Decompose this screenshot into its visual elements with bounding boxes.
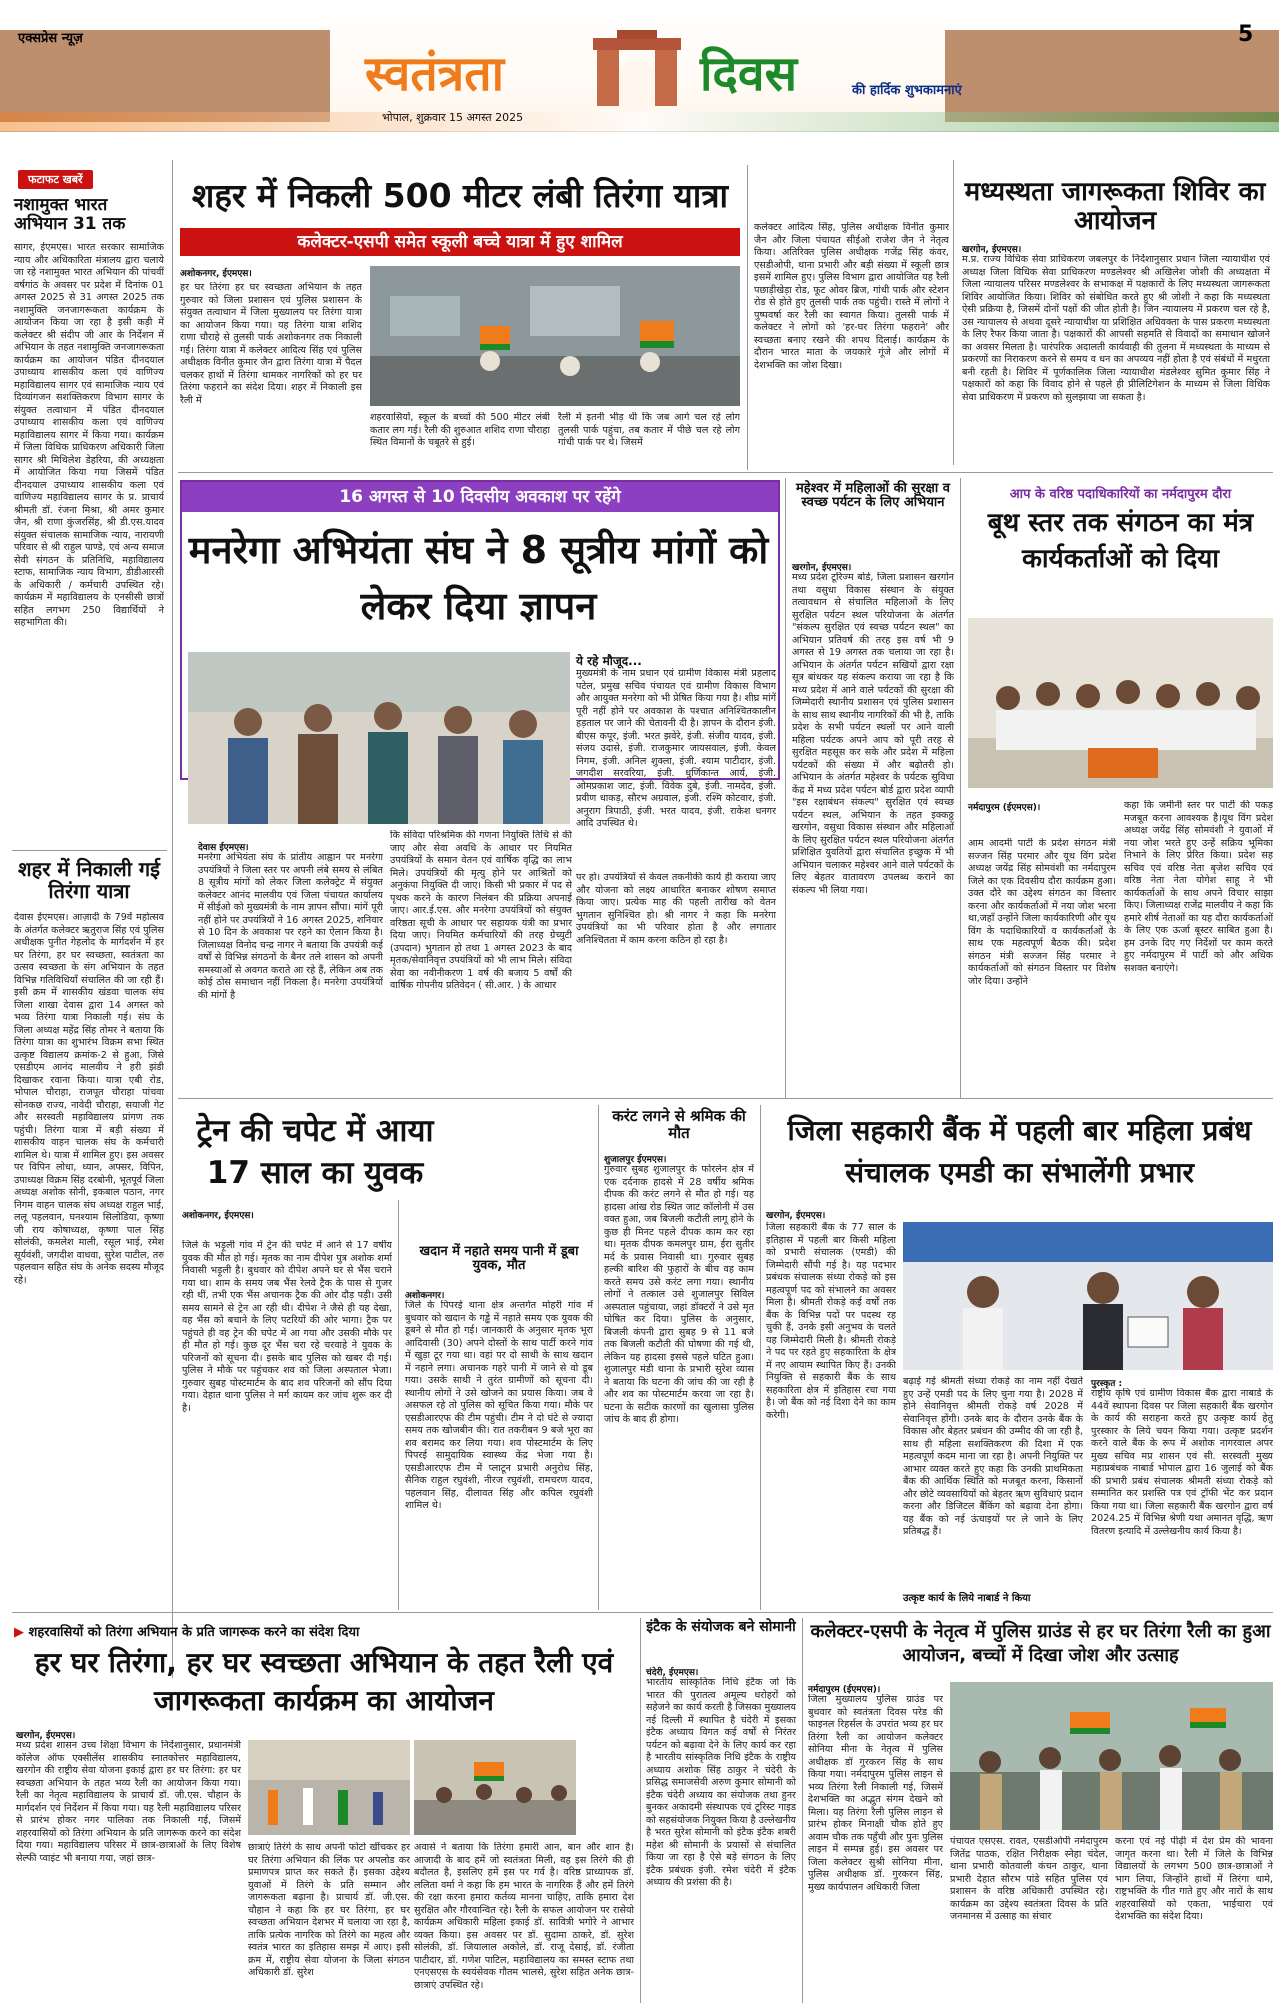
story-body: जिला सहकारी बैंक के 77 साल के इतिहास में पहली बार किसी महिला को प्रभारी संचालक (एमडी) की जिम्मेदारी सौंपी गई है। यह पदभार प्रबंधक संचालक संध्या रोकड़े को इस महत्वपूर्ण पद को संभालने का अवसर मिला है। श्रीमती रोकड़े कई वर्षों तक बैंक के विभिन्न पदों पर पदस्थ रह चुकी हैं, उनके इसी अनुभव के चलते यह जिम्मेदारी मिली है। श्रीमती रोकड़े ने पद पर रहते हुए सहकारिता के क्षेत्र में नए आयाम स्थापित किए हैं। उनकी नियुक्ति से सहकारी बैंक के साथ सहकारिता क्षेत्र में इतिहास रचा गया है। जो बैंक को नई दिशा देने का काम करेगी। [766, 1222, 896, 1421]
page-number: 5 [1238, 22, 1254, 47]
story-headline: जिला सहकारी बैंक में पहली बार महिला प्रबंध संचालक एमडी का संभालेंगी प्रभार [787, 1114, 1252, 1189]
meeting-photo [968, 618, 1273, 788]
story-kicker: आप के वरिष्ठ पदाधिकारियों का नर्मदापुरम दौरा [1009, 487, 1232, 502]
story-body: जिले के भड़ूली गांव में ट्रेन की चपेट में आने से 17 वर्षीय युवक की मौत हो गई। मृतक का नाम दीपेश पुत्र अशोक शर्मा निवासी भड़ूली है। बुधवार को दीपेश अपने घर से भैंस चराने गया था। शाम के समय जब भैंस रेलवे ट्रैक के पास से गुजर रही थीं, तभी एक भैंस अचानक ट्रैक की ओर दौड़ पड़ी। उसी समय सामने से ट्रेन आ रही थी। दीपेश ने जैसे ही यह देखा, वह भैंस को बचाने के लिए पटरियों की ओर भागा। ट्रैक पर पहुंचते ही वह ट्रेन की चपेट में आ गया और उसकी मौके पर ही मौत हो गई। कुछ दूर भैंस चरा रहे चरवाहे ने युवक के परिजनों को सूचना दी। इसके बाद पुलिस को खबर दी गई। पुलिस ने मौके पर पहुंचकर शव को जिला अस्पताल भेजा। गुरुवार सुबह पोस्टमार्टम के बाद शव परिजनों को सौंप दिया गया। देहात थाना पुलिस ने मर्ग कायम कर जांच शुरू कर दी है। [182, 1240, 392, 1414]
story-body: शहरवासियों, स्कूल के बच्चों की 500 मीटर लंबी कतार लग गई। रैली की शुरुआत शशिद राणा चौराहा स्थित विमानों के चबूतरे से हुई। [370, 412, 550, 448]
dateline: पुरस्कृत : [1091, 1379, 1123, 1389]
story-headline: हर घर तिरंगा, हर घर स्वच्छता अभियान के तहत रैली एवं जागरूकता कार्यक्रम का आयोजन [34, 1646, 614, 1717]
award-photo [903, 1222, 1273, 1370]
story-kicker [14, 1622, 614, 1640]
story-body: पर हो। उपयंत्रियों से केवल तकनीकी कार्य ही कराया जाए और योजना को लक्ष्य आधारित बनाकर शोषण समाप्त किया जाए। प्रत्येक माह की पहली तारीख को वेतन भुगतान सुनिश्चित हो। श्री नागर ने कहा कि मनरेगा उपयंत्रियों का भी परिवार होता है और लगातार अनिश्चितता में काम करना कठिन हो रहा है। [576, 872, 776, 946]
story-headline: शहर में निकली 500 मीटर लंबी तिरंगा यात्रा [191, 176, 729, 215]
title-greeting: की हार्दिक शुभकामनाएं [852, 83, 962, 98]
rally-photo [370, 266, 740, 406]
dateline: अशोकनगर, ईएमएस। [182, 1211, 254, 1221]
story-headline: बूथ स्तर तक संगठन का मंत्र कार्यकर्ताओं को दिया [987, 508, 1254, 574]
dateline: अशोकनगर। [405, 1291, 445, 1301]
dateline: खरगोन, ईएमएस। [16, 1731, 76, 1741]
story-subhead: कलेक्टर-एसपी समेत स्कूली बच्चे यात्रा में हुए शामिल [180, 228, 740, 256]
story-body: पंचायत एसएस. रावत, एसडीओपी नर्मदापुरम जितेंद्र पाठक, रक्षित निरीक्षक स्नेहा चंदेल, थाना प्रभारी कोतवाली कंचन ठाकुर, थाना प्रभारी देहात सौरभ पांडे सहित पुलिस एवं प्रशासन के वरिष्ठ अधिकारी उपस्थित रहे। कार्यक्रम का उद्देश्य स्वतंत्रता दिवस के प्रति जनमानस में उत्साह का संचार [950, 1836, 1108, 1922]
story-kicker-text: शहरवासियों को तिरंगा अभियान के प्रति जागरूक करने का संदेश दिया [28, 1625, 360, 1640]
newspaper-name: एक्सप्रेस न्यूज़ [18, 31, 83, 46]
dateline: शुजालपुर ईएमएस। [604, 1155, 667, 1165]
story-headline: इंटैक के संयोजक बने सोमानी [646, 1619, 796, 1635]
story-body: सागर, ईएमएस। भारत सरकार सामाजिक न्याय और अधिकारिता मंत्रालय द्वारा चलाये जा रहे नशामुक्त भारत अभियान की पांचवीं वर्षगांठ के अवसर पर प्रदेश में दिनांक 01 अगस्त 2025 से 31 अगस्त 2025 तक नशामुक्ति जनजागरूकता कार्यक्रम के आयोजन किया जा रहा है इसी कड़ी में कलेक्टर श्री संदीप जी आर के निर्देशन में अभियान के तहत नशामुक्ति जनजागरूकता कार्यक्रम का आयोजन पंडित दीनदयाल उपाध्याय शासकीय कला एवं वाणिज्य महाविद्यालय सागर एवं सामाजिक न्याय एवं दिव्यांगजन सशक्तिकरण विभाग सागर के संयुक्त तत्वाधान में पंडित दीनदयाल उपाध्याय शासकीय कला एवं वाणिज्य महाविद्यालय सागर में किया गया। कार्यक्रम में जिला विधिक प्राधिकरण अधिकारी जिला सागर श्री मिथिलेश डेहरिया, की अध्यक्षता में आयोजित किया गया जिसमें पंडित दीनदयाल उपाध्याय शासकीय कला एवं वाणिज्य महाविद्यालय सागर के प्र. प्राचार्य श्रीमती डॉ. रंजना मिश्रा, श्री अमर कुमार जैन, श्री राणा कुंजरसिंह, श्री डी.एस.यादव संयुक्त संचालक सामाजिक न्याय, नारायणी परिवार से श्री राहुल पाण्डे, एवं अन्य समाज सेवी संगठन के प्रतिनिधि, महाविद्यालय स्टाफ, सामाजिक न्याय विभाग, डीडीआरसी के अधिकारी / कर्मचारी उपस्थित रहे। कार्यक्रम में महाविद्यालय के एनसीसी छात्रों सहित लगभग 250 विद्यार्थियों ने सहभागिता की। [14, 242, 164, 628]
india-gate-icon [583, 30, 691, 106]
story-body: भारतीय सांस्कृतिक निधि इंटैक जो कि भारत की पुरातत्व अमूल्य धरोहरों को सहेजने का कार्य करती है जिसका मुख्यालय नई दिल्ली में स्थापित है चंदेरी में इसका इंटैक अध्याय विगत कई वर्षों से निरंतर पर्यटन को बढ़ावा देने के लिए कार्य कर रहा है भारतीय सांस्कृतिक निधि इंटैक के राष्ट्रीय अध्याय अशोक सिंह ठाकुर ने चंदेरी के प्रसिद्ध समाजसेवी अरुण कुमार सोमानी को इंटैक चंदेरी अध्याय का संयोजक तथा हुनर बुनकर अकादमी संस्थापक एवं टूरिस्ट गाइड को सहसंयोजक नियुक्त किया है उल्लेखनीय है भरत सुरेश सोमानी को इंटैक इंटैक शबरी महेश श्री सोमानी के प्रयासों से संचालित किया जा रहा है ऐसे बड़े संगठन के लिए इंटैक प्रबंधक इंजी. रमेश चंदेरी में इंटैक अध्याय की प्रशंसा की है। [646, 1677, 796, 1888]
story-headline: महेश्वर में महिलाओं की सुरक्षा व स्वच्छ पर्यटन के लिए अभियान [795, 481, 951, 511]
story-body: जिला मुख्यालय पुलिस ग्राउंड पर बुधवार को स्वतंत्रता दिवस परेड की फाइनल रिहर्सल के उपरांत भव्य हर घर तिरंगा रैली का आयोजन कलेक्टर सोनिया मीना के नेतृत्व में पुलिस अधीक्षक डॉ गुरकरन सिंह के साथ किया गया। नर्मदापुरम पुलिस लाइन से भव्य तिरंगा रैली निकाली गई, जिसमें देशभक्ति का अद्भुत संगम देखने को मिला। यह तिरंगा रैली पुलिस लाइन से प्रारंभ होकर मिनाक्षी चौक होते हुए अवाम चौक तक पहुँची और पुनः पुलिस लाइन में सम्पन्न हुई। इस अवसर पर जिला कलेक्टर सुश्री सोनिया मीना, पुलिस अधीक्षक डॉ. गुरकरन सिंह, मुख्य कार्यपालन अधिकारी जिला [808, 1694, 943, 1893]
story-body: मध्य प्रदेश टूरिज्म बोर्ड, जिला प्रशासन खरगोन तथा वसुधा विकास संस्थान के संयुक्त तत्वावधान से संचालित महिलाओं के लिए सुरक्षित पर्यटन स्थल परियोजना के अंतर्गत "संकल्प सुरक्षित एवं स्वच्छ पर्यटन स्थल" का अभियान प्रतिवर्ष की तरह इस वर्ष भी 9 अगस्त से 19 अगस्त तक चलाया जा रहा है। अभियान के अंतर्गत पर्यटन सखियों द्वारा रक्षा सूत्र बांधकर यह संकल्प कराया जा रहा है कि मध्य प्रदेश में आने वाले पर्यटकों की सुरक्षा की जिम्मेदारी स्थानीय प्रशासन एवं पुलिस प्रशासन के साथ साथ स्थानीय नागरिकों की भी है, ताकि प्रदेश के सभी पर्यटन स्थलों पर आने वाली महिला पर्यटक अपने आप को पूरी तरह से सुरक्षित महसूस कर सके और प्रदेश में महिला पर्यटकों की संख्या में और बढ़ोतरी हो। अभियान के अंतर्गत महेश्वर के पर्यटक सुविधा केंद्र में मध्य प्रदेश पर्यटन बोर्ड द्वारा प्रदेश व्यापी "इस रक्षाबंधन संकल्प" सुरक्षित एवं स्वच्छ पर्यटन स्थल, अभियान के तहत इक्कठ्ठ खरगोन, वसुधा विकास संस्थान और महिलाओं के लिए सुरक्षित पर्यटन स्थल परियोजना अंतर्गत प्रशिक्षित युवतियों द्वारा संचालित इच्छुक में भी अभियान चलाकर महेश्वर आने वाले पर्यटकों के लिए बेहतर वातावरण उपलब्ध कराने का संकल्प भी लिया गया। [792, 572, 954, 896]
story-headline: कलेक्टर-एसपी के नेतृत्व में पुलिस ग्राउंड से हर घर तिरंगा रैली का हुआ आयोजन, बच्चों में दिखा जोश और उत्साह [810, 1621, 1271, 1666]
fort-illustration-right [945, 30, 1279, 122]
story-kicker: 16 अगस्त से 10 दिवसीय अवकाश पर रहेंगे [182, 482, 778, 512]
story-body: जिले के पिपरई थाना क्षेत्र अन्तर्गत मोहरी गांव में बुधवार को खदान के गड्ढे में नहाते समय एक युवक की डूबने से मौत हो गई। जानकारी के अनुसार मृतक भूरा आदिवासी (30) अपने दोस्तों के साथ पार्टी करने गांव में खुड़ा टूर गया था। वहां पर दो साथी के साथ खदान में नहाने लगा। अचानक गहरे पानी में जाने से वो डूब गया। उसके साथी ने तुरंत ग्रामीणों को सूचना दी। स्थानीय लोगों ने उसे खोजने का प्रयास किया। जब वे असफल रहे तो पुलिस को सूचित किया गया। मौके पर एसडीआरएफ की टीम पहुंची। टीम ने दो घंटे से ज्यादा समय तक खोजबीन की। रात तकरीबन 9 बजे भूरा का शव बरामद कर लिया गया। शव पोस्टमार्टम के लिए पिपरई सामुदायिक स्वास्थ्य केंद्र भेजा गया है। एसडीआरएफ टीम में प्लाटून प्रभारी अनुरोध सिंह, सैनिक राहुल रघुवंशी, नीरज रघुवंशी, रामचरण यादव, पहलवान सिंह, दीलावत सिंह और कपिल रघुवंशी शामिल थे। [405, 1300, 593, 1511]
story-body: बढ़ाई गई श्रीमती संध्या रोकड़े का नाम नहीं देखते हुए उन्हें एमडी पद के लिए चुना गया है। 2028 में होने सेवानिवृत्त श्रीमती रोकड़े वर्ष 2028 में सेवानिवृत्त होंगी। उनके बाद के दौरान उनके बैंक के विकास और बेहतर प्रबंधन की उम्मीद की जा रही है, साथ ही महिला सशक्तिकरण की दिशा में एक महत्वपूर्ण कदम माना जा रहा है। अपनी नियुक्ति पर आभार व्यक्त करते हुए कहा कि उनकी प्राथमिकता बैंक की आर्थिक स्थिति को मजबूत करना, किसानों और छोटे व्यवसायियों को बेहतर ऋण सुविधाएं प्रदान करना और डिजिटल बैंकिंग को बढ़ावा देना होगा। यह बैंक को नई ऊंचाइयों पर ले जाने के लिए प्रतिबद्ध हैं। [903, 1376, 1083, 1537]
dateline: नर्मदापुरम (ईएमएस)। [808, 1685, 881, 1695]
section-label: फटाफट खबरें [18, 170, 93, 189]
story-body: राष्ट्रीय कृषि एवं ग्रामीण विकास बैंक द्वारा नाबार्ड के 44वें स्थापना दिवस पर जिला सहकारी बैंक खरगोन के कार्य की सराहना करते हुए उत्कृष्ट कार्य हेतु पुरस्कार के लिये चयन किया गया। उत्कृष्ट प्रदर्शन करने वाले बैंक के रूप में अशोक नागरवाल अपर मुख्य सचिव मप्र शासन एवं सी. सरस्वती मुख्य महाप्रबंधक नाबार्ड भोपाल द्वारा 16 जुलाई को बैंक की प्रभारी प्रबंध संचालक श्रीमती संध्या रोकड़े को सम्मानित कर प्रशस्ति पत्र एवं ट्रॉफी भेंट कर प्रदान किया गया था। जिला सहकारी बैंक खरगोन द्वारा वर्ष 2024.25 में विभिन्न श्रेणी यथा अमानत वृद्धि, ऋण वितरण इत्यादि में उल्लेखनीय कार्य किया है। [1091, 1388, 1273, 1537]
story-body: अवासे ने बताया कि तिरंगा हमारी आन, बान और शान है। आजादी के बाद हमें जो स्वतंत्रता मिली, वह इस तिरंगे की ही बदौलत है, इसलिए हमें इस पर गर्व है। वरिष्ठ प्राध्यापक डॉ. ललिता वर्मा ने कहा कि हम भारत के नागरिक हैं और हमें तिरंगे की रक्षा करना हमारा कर्तव्य मानना चाहिए, ताकि हमारा देश सुरक्षित और गौरवान्वित रहे। रैली के सफल आयोजन पर रासेयो कार्यक्रम अधिकारी महिला इकाई डॉ. सावित्री भगोरे ने आभार व्यक्त किया। इस अवसर पर डॉ. सुदामा ठाकरे, डॉ. सुरेश सोलंकी, डॉ. जियालाल अकोले, डॉ. राजू देसाई, डॉ. रंजीता पाटीदार, डॉ. गणेश पाटिल, महाविद्यालय का समस्त स्टाफ तथा एनएसएस के स्वयंसेवक गौतम भालसे, सुरेश सहित अनेक छात्र-छात्राएं उपस्थित रहे। [414, 1842, 634, 1991]
dateline: नर्मदापुरम (ईएमएस)। [968, 803, 1041, 813]
story-body: हर घर तिरंगा हर घर स्वच्छता अभियान के तहत गुरुवार को जिला प्रशासन एवं पुलिस प्रशासन के संयुक्त तत्वाधान में जिला मुख्यालय पर तिरंगा यात्रा का आयोजन किया गया। यह तिरंगा यात्रा शशिद राणा चौराहे से तुलसी पार्क अशोकनगर तक निकाली गई। तिरंगा यात्रा में कलेक्टर आदित्य सिंह एवं पुलिस अधीक्षक विनीत कुमार जैन द्वारा तिरंगा यात्रा में पैदल चलकर हाथों में तिरंगा थामकर नागरिकों को हर घर तिरंगा फहराने का संदेश दिया। शहर में निकाली इस रैली में [180, 282, 362, 406]
story-body: कि संविदा परिश्रमिक की गणना नियुक्ति तिथि से की जाए और सेवा अवधि के आधार पर नियमित उपयंत्रियों के समान वेतन एवं वार्षिक वृद्धि का लाभ मिले। उपयंत्रियों की मृत्यु होने पर आश्रितों को अनुकंपा नियुक्ति दी जाए। किसी भी प्रकार में पद से पृथक करने के कारण निलंबन की प्रक्रिया अपनाई जाए। आर.ई.एस. और मनरेगा उपयंत्रियों को संयुक्त वरिष्ठता सूची के आधार पर सहायक यंत्री का प्रभार दिया जाए। नियमित कर्मचारियों की तरह ग्रेच्युटी (उपदान) भुगतान हो तथा 1 अगस्त 2023 के बाद मृतक/सेवानिवृत्त उपयंत्रियों को भी लाभ मिले। संविदा सेवा का नवीनीकरण 1 वर्ष की बजाय 5 वर्षों की वार्षिक गोपनीय प्रतिवेदन ( सी.आर. ) के आधार [390, 830, 572, 991]
dateline: खरगोन, ईएमएस। [792, 563, 852, 573]
story-body: मध्य प्रदेश शासन उच्च शिक्षा विभाग के निर्देशानुसार, प्रधानमंत्री कॉलेज ऑफ एक्सीलेंस शासकीय स्नातकोत्तर महाविद्यालय, खरगोन की राष्ट्रीय सेवा योजना इकाई द्वारा हर घर तिरंगा: हर घर स्वच्छता अभियान के तहत भव्य रैली का आयोजन किया गया। रैली का नेतृत्व महाविद्यालय के प्राचार्य डॉ. जी.एस. चौहान के मार्गदर्शन एवं निर्देशन में किया गया। यह रैली महाविद्यालय परिसर से प्रारंभ होकर नगर पालिका तक निकाली गई, जिसमें शहरवासियों को तिरंगा अभियान के प्रति जागरूक करने का संदेश दिया गया। महाविद्यालय परिसर में छात्र-छात्राओं के लिए विशेष सेल्फी प्वाइंट भी बनाया गया, जहां छात्र- [16, 1740, 241, 1864]
story-headline: मध्यस्थता जागरूकता शिविर का आयोजन [964, 177, 1266, 236]
story-body: कहा कि जमीनी स्तर पर पार्टी की पकड़ मजबूत करना आवश्यक है।यूथ विंग प्रदेश अध्यक्ष जयेंद्र सिंह सोमवंशी ने युवाओं में नया जोश भरते हुए उन्हें सक्रिय भूमिका निभाने के लिए प्रेरित किया। प्रदेश सह सचिव एवं वरिष्ठ नेता बृजेश सचिव एवं वरिष्ठ नेता नेता योगेश साहू ने भी कार्यकर्ताओं के साथ अपने विचार साझा किए। जिलाध्यक्ष राजेंद्र मालवीय ने कहा कि हमारे शीर्ष नेताओं का यह दौरा कार्यकर्ताओं के लिए एक ऊर्जा बूस्टर साबित हुआ है। हम उनके दिए गए निर्देशों पर काम करते हुए नर्मदापुरम में पार्टी को और अधिक सशक्त बनाएंगे। [1124, 800, 1273, 974]
police-rally-photo [950, 1682, 1273, 1830]
issue-date: भोपाल, शुक्रवार 15 अगस्त 2025 [382, 111, 524, 124]
dateline: अशोकनगर, ईएमएस। [180, 269, 252, 279]
story-headline: खदान में नहाते समय पानी में डूबा युवक, मौत [419, 1244, 579, 1274]
story-body: छात्राएं तिरंगे के साथ अपनी फोटो खींचकर हर घर तिरंगा अभियान की लिंक पर अपलोड कर प्रमाणपत्र प्राप्त कर सकते हैं। इसका उद्देश्य युवाओं में तिरंगे के प्रति सम्मान और जागरूकता बढ़ाना है। प्राचार्य डॉ. जी.एस. चौहान ने कहा कि हर घर तिरंगा, हर घर स्वच्छता अभियान देशभर में चलाया जा रहा है, ताकि प्रत्येक नागरिक को तिरंगे का महत्व और स्वतंत्र भारत का इतिहास समझ में आए। इसी क्रम में, राष्ट्रीय सेवा योजना के जिला संगठन अधिकारी डॉ. सुरेश [248, 1842, 410, 1978]
rally-street-photo [414, 1740, 576, 1835]
arrow-icon: ▶ [14, 1625, 29, 1640]
story-headline: शहर में निकाली गई तिरंगा यात्रा [18, 857, 160, 903]
college-rally-photo [248, 1740, 410, 1835]
memorandum-photo [188, 652, 570, 824]
story-headline: करंट लगने से श्रमिक की मौत [612, 1107, 746, 1142]
story-headline: नशामुक्त भारत अभियान 31 तक [14, 195, 126, 234]
story-body: मनरेगा अभियंता संघ के प्रांतीय आह्वान पर मनरेगा उपयंत्रियों ने जिला स्तर पर अपनी लंबे समय से लंबित 8 सूत्रीय मांगों को लेकर जिला कलेक्ट्रेट में संयुक्त कलेक्टर आनंद मालवीय एवं जिला पंचायत कार्यालय में सीईओ को मुख्यमंत्री के नाम ज्ञापन सौंपा। मांगें पूरी नहीं होने पर उपयंत्रियों ने 16 अगस्त 2025, शनिवार से 10 दिन के अवकाश पर रहने का ऐलान किया है। जिलाध्यक्ष विनोद चन्द्र नागर ने बताया कि उपयंत्री कई वर्षों से विभिन्न संगठनों के बैनर तले शासन को अपनी समस्याओं से अवगत कराते आ रहे हैं, लेकिन अब तक कोई ठोस समाधान नहीं निकला है। मनरेगा उपयंत्रियों की मांगों है [198, 852, 383, 1001]
dateline: खरगोन, ईएमएस। [962, 245, 1022, 255]
story-body: गुरुवार सुबह शुजालपुर के फोरलेन क्षेत्र में एक दर्दनाक हादसे में 28 वर्षीय श्रमिक दीपक की करंट लगने से मौत हो गई। यह हादसा आंख रोड स्थित जाट कॉलोनी में उस वक्त हुआ, जब बिजली कटौती लागू होने के कुछ ही मिनट पहले दीपक काम कर रहा था। मृतक दीपक कमलपुर ग्राम, ईरा सुतीर मर्द के प्रवास निवासी था। गुरुवार सुबह हल्की बारिश की फुहारों के बीच वह काम करते समय उसे करंट लगा गया। स्थानीय लोगों ने तत्काल उसे शुजालपुर सिविल अस्पताल पहुंचाया, जहां डॉक्टरों ने उसे मृत घोषित कर दिया। पुलिस के अनुसार, बिजली कंपनी द्वारा सुबह 9 से 11 बजे तक बिजली कटौती की घोषणा की गई थी, लेकिन यह हादसा इससे पहले घटित हुआ। शुजालपुर मंडी थाना के प्रभारी सुरेश व्यास ने बताया कि घटना की जांच की जा रही है और शव का पोस्टमार्टम करवा जा रहा है। घटना के सटीक कारणों का खुलासा पुलिस जांच के बाद ही होगा। [604, 1164, 754, 1425]
story-body: देवास ईएमएस। आज़ादी के 79वें महोत्सव के अंतर्गत कलेक्टर ऋतुराज सिंह एवं पुलिस अधीक्षक पुनीत गेहलोद के मार्गदर्शन में हर घर तिरंगा, हर घर स्वच्छता, स्वतंत्रता का उत्सव स्वच्छता के संग अभियान के तहत विभिन्न गतिविधियाँ संचालित की जा रही हैं। इसी क्रम में शासकीय खंडवा चालक संघ जिला शाखा देवास द्वारा 14 अगस्त को भव्य तिरंगा यात्रा निकाली गई। संघ के जिला अध्यक्ष महेंद्र सिंह तोमर ने बताया कि तिरंगा यात्रा का शुभारंभ विक्रम सभा स्थित उत्कृष्ट विद्यालय क्रमांक-2 से हुआ, जिसे एसडीएम आनंद मालवीय ने हरी झंडी दिखाकर रवाना किया। यात्रा एबी रोड, भोपाल चौराहा, राजपूत चौराहा पांचवा सोनकछ राज्य, नावेदी चौराहा, सयाजी गेट और सरस्वती महाविद्यालय प्रांगण तक पहुंची। तिरंगा यात्रा में बड़ी संख्या में शासकीय वाहन चालक संघ के कर्मचारी शामिल थे। यात्रा में शामिल हुए। इस अवसर पर विपिन लोधा, ध्यान, अफ्सर, विपिन, उपाध्यक्ष विक्रम सिंह दरबोनी, भूतपूर्व जिला अध्यक्ष अशोक सोनी, इकबाल पठान, नगर निगम वाहन चालक संघ अध्यक्ष राहुल भाई, ललू पहलवान, घनश्याम सिलोडिया, कृष्णा जी राय कोषाध्यक्ष, कृष्णा पाल सिंह सोलंकी, कमलेश माली, रसूल भाई, रमेश सूर्यवंशी, जगदीश वाधवा, सुरेश पाटील, तरु पहलवान सहित संघ के अनेक सदस्य मौजूद रहे। [14, 912, 164, 1286]
story-body: करना एवं नई पीढ़ी में देश प्रेम की भावना जागृत करना था। रैली में जिले के विभिन्न विद्यालयों के लगभग 500 छात्र-छात्राओं ने भाग लिया, जिन्होंने हाथों में तिरंगा थामे, राष्ट्रभक्ति के गीत गाते हुए और नारों के साथ शहरवासियों को एकता, भाईचारा एवं देशभक्ति का संदेश दिया। [1115, 1836, 1273, 1922]
story-body: रैली में इतनी भीड़ थी कि जब आगे चल रहे लोग तुलसी पार्क पहुंचा, तब कतार में पीछे चल रहे लोग गांधी पार्क पर थे। जिसमें [558, 412, 740, 448]
sidebar-body: मुख्यमंत्री के नाम प्रधान एवं ग्रामीण विकास मंत्री प्रहलाद पटेल, प्रमुख सचिव पंचायत एवं ग्रामीण विकास विभाग और आयुक्त मनरेगा को भी प्रेषित किया गया है। शीघ्र मांगें पूरी नहीं होने पर अवकाश के पश्चात अनिश्चितकालीन हड़ताल पर जाने की चेतावनी दी है। ज्ञापन के दौरान इंजी. बीएस कपूर, इंजी. भरत झवेरे, इंजी. संजीव यादव, इंजी. संजय उदासे, इंजी. राजकुमार जायसवाल, इंजी. केवल निगम, इंजी. अनिल शुक्ला, इंजी. श्याम पाटीदार, इंजी. जगदीश सरवरिया, इंजी. धुर्णिकान्त आर्य, इंजी. ओमप्रकाश जाट, इंजी. विवेक दुबे, इंजी. नामदेव, इंजी. प्रवीण धाकड़, सौरभ अग्रवाल, इंजी. रश्मि कोटवार, इंजी. अनुराग त्रिपाठी, इंजी. भरत यादव, इंजी. राकेश धनगर आदि उपस्थित थे। [576, 668, 776, 829]
story-headline: ट्रेन की चपेट में आया 17 साल का युवक [196, 1113, 434, 1191]
title-diwas: दिवस [700, 46, 798, 102]
sidebar-title: ये रहे मौजूद... [576, 654, 642, 668]
story-headline: मनरेगा अभियंता संघ ने 8 सूत्रीय मांगों को लेकर दिया ज्ञापन [188, 528, 769, 628]
tricolor-band [0, 112, 1279, 132]
dateline: देवास ईएमएस। [198, 843, 249, 853]
photo-caption: उत्कृष्ट कार्य के लिये नाबार्ड ने किया [903, 1593, 1031, 1604]
story-body: कलेक्टर आदित्य सिंह, पुलिस अधीक्षक विनीत कुमार जैन और जिला पंचायत सीईओ राजेश जैन ने नेतृत्व किया। अतिरिक्त पुलिस अधीक्षक गजेंद्र सिंह कंवर, एसडीओपी, थाना प्रभारी और बड़ी संख्या में स्कूली छात्र इसमें शामिल हुए। पुलिस विभाग द्वारा आयोजित यह रैली पछाड़ीखेड़ा रोड, फूट ओवर ब्रिज, गांधी पार्क और स्टेशन रोड से होते हुए तुलसी पार्क तक पहुंची। रास्ते में लोगों ने पुष्पवर्षा कर रैली का स्वागत किया। तुलसी पार्क में कलेक्टर ने लोगों को 'हर-घर तिरंगा फहराने' और स्वच्छता बनाए रखने की शपथ दिलाई। कार्यक्रम के दौरान भारत माता के जयकारे गूंजे और लोगों में देशभक्ति का जोश दिखा। [754, 222, 949, 371]
title-swatantrata: स्वतंत्रता [365, 46, 505, 102]
story-body: म.प्र. राज्य विधिक सेवा प्राधिकरण जबलपुर के निर्देशानुसार प्रधान जिला न्यायाधीश एवं अध्यक्ष जिला विधिक सेवा प्राधिकरण मण्डलेश्वर श्री अखिलेश जोशी की अध्यक्षता में जिला न्यायालय परिसर मण्डलेश्वर के सभाकक्ष में पक्षकारों के लिए मध्यस्थता जागरूकता शिविर आयोजित किया। शिविर को संबोधित करते हुए श्री जोशी ने कहा कि मध्यस्थता ऐसी प्रक्रिया है, जिसमें दोनों पक्षों की जीत होती है। जिन न्यायालय में प्रकरण चल रहे है, उस न्यायालय से अथवा दूसरे न्यायाधीश या प्रशिक्षित अधिवक्ता के पास प्रकरण मध्यस्थता के लिए रैफर किया जाता है। पक्षकारों की आपसी सहमति से विवादों का समाधान खोजने का अवसर मिलता है। पारंपरिक अदालती कार्यवाही की तुलना में मध्यस्थता के माध्यम से प्रकरणों का निराकरण करने से समय व धन का अपव्यय नहीं होता है एवं संबंधों में मधुरता बनी रहती है। शिविर में पूर्णकालिक जिला न्यायाधीश मंडलेश्वर सुमित कुमार सिंह ने पक्षकारों को कहा कि विवाद होने से पहले ही प्रीलिटिगेशन के माध्यम से जिला विधिक सेवा प्राधिकरण में प्रकरण को सुलझाया जा सकता है। [962, 254, 1270, 403]
dateline: खरगोन, ईएमएस। [766, 1211, 826, 1221]
dateline: चंदेरी, ईएमएस। [646, 1668, 699, 1678]
story-body: आम आदमी पार्टी के प्रदेश संगठन मंत्री सज्जन सिंह परमार और यूथ विंग प्रदेश अध्यक्ष जयेंद्र सिंह सोमवंशी का नर्मदापुरम जिले का एक दिवसीय दौरा कार्यक्रम हुआ। उक्त दौरे का उद्देश्य संगठन का विस्तार करना और कार्यकर्ताओं में नया जोश भरना था,जहाँ उन्होंने जिला कार्यकारिणी और यूथ विंग के पदाधिकारियों व कार्यकर्ताओं के साथ एक महत्वपूर्ण बैठक की। प्रदेश संगठन मंत्री सज्जन सिंह परमार ने कार्यकर्ताओं को संगठन विस्तार पर विशेष जोर दिया। उन्होंने [968, 838, 1116, 987]
